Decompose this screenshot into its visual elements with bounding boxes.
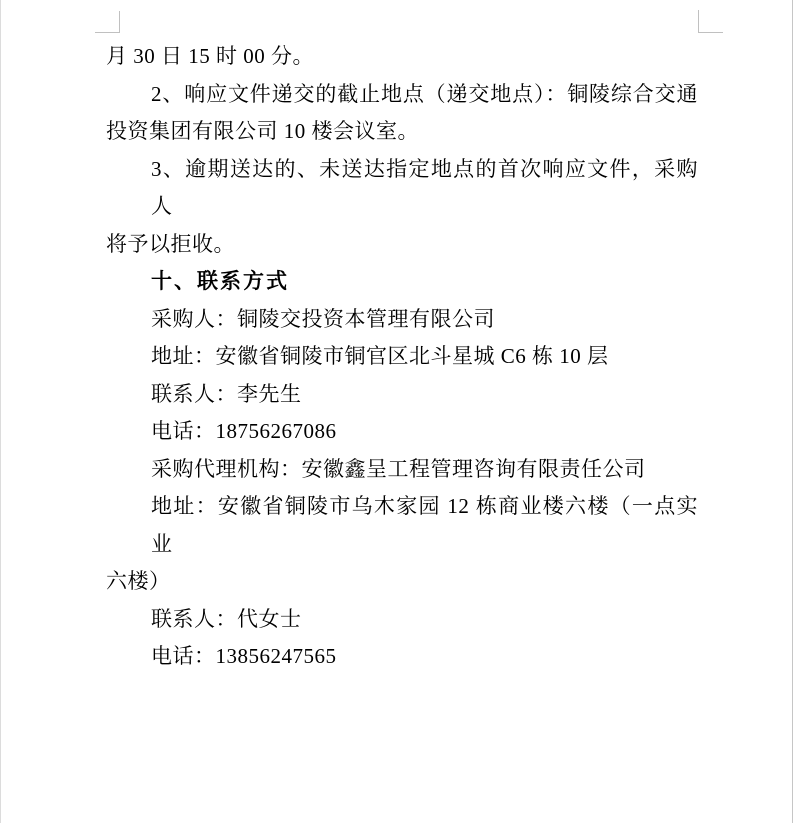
margin-crop-mark-top-right-icon bbox=[698, 10, 723, 33]
line-agency-contact: 联系人：代女士 bbox=[151, 606, 302, 631]
line-agency-address-1: 地址：安徽省铜陵市乌木家园 12 栋商业楼六楼（一点实业 bbox=[151, 494, 698, 556]
heading-contact-info: 十、联系方式 bbox=[151, 270, 289, 293]
line-late-delivery-1: 3、逾期送达的、未送达指定地点的首次响应文件，采购人 bbox=[151, 156, 698, 218]
line-deadline-time-end: 月 30 日 15 时 00 分。 bbox=[106, 44, 314, 68]
line-agency-address-2: 六楼） bbox=[106, 569, 171, 593]
line-late-delivery-2: 将予以拒收。 bbox=[106, 231, 235, 256]
line-agency: 采购代理机构：安徽鑫呈工程管理咨询有限责任公司 bbox=[151, 456, 646, 481]
line-submission-place-1: 2、响应文件递交的截止地点（递交地点）：铜陵综合交通 bbox=[151, 81, 698, 106]
line-purchaser-contact: 联系人：李先生 bbox=[151, 381, 302, 406]
margin-crop-mark-top-left-icon bbox=[95, 11, 120, 33]
line-purchaser-phone: 电话：18756267086 bbox=[151, 419, 337, 443]
line-agency-phone: 电话：13856247565 bbox=[151, 644, 337, 668]
document-body bbox=[106, 38, 698, 676]
line-purchaser: 采购人：铜陵交投资本管理有限公司 bbox=[151, 306, 495, 331]
line-submission-place-2: 投资集团有限公司 10 楼会议室。 bbox=[106, 119, 419, 143]
line-purchaser-address: 地址：安徽省铜陵市铜官区北斗星城 C6 栋 10 层 bbox=[151, 344, 609, 368]
